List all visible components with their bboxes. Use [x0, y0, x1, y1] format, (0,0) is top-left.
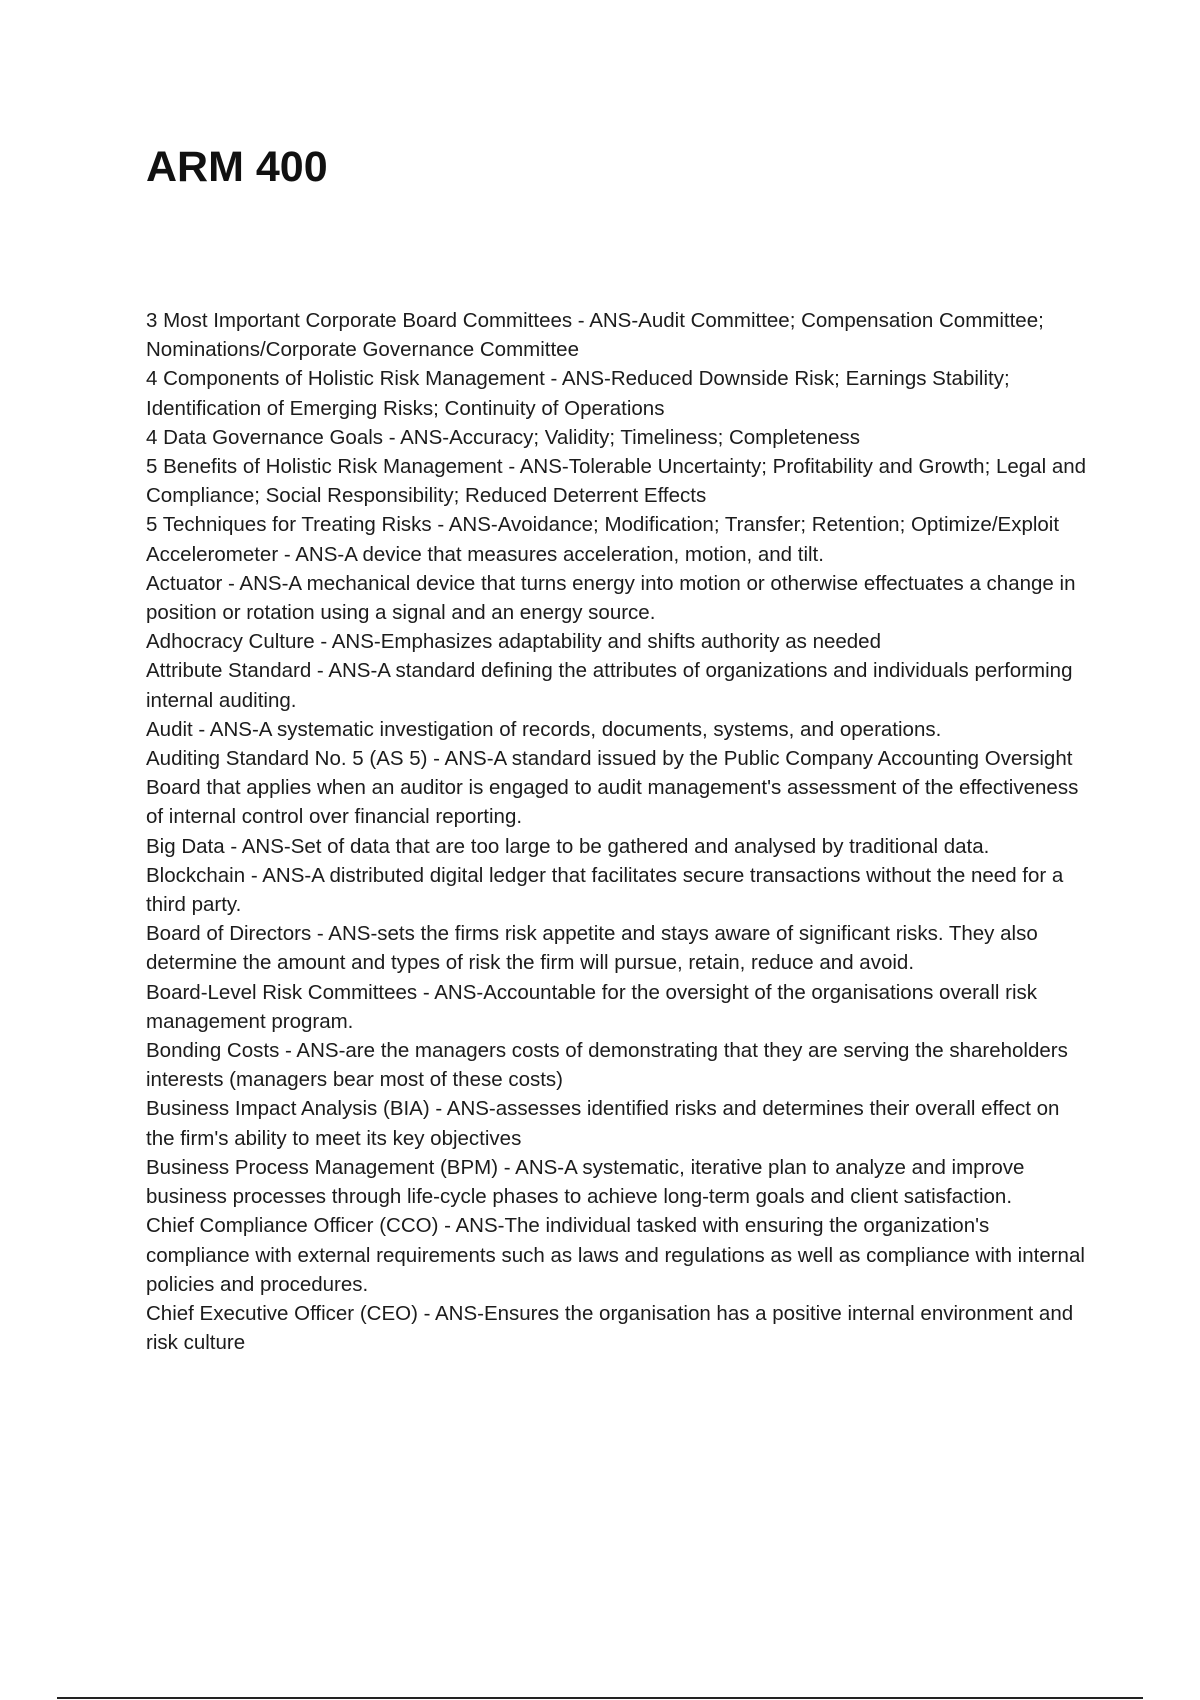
glossary-entry: 4 Data Governance Goals - ANS-Accuracy; Validity; Timeliness; Completeness [146, 425, 860, 449]
glossary-entry: Board-Level Risk Committees - ANS-Accountable for the oversight of the organisations overall risk management program. [146, 980, 1038, 1033]
glossary-entry: 5 Benefits of Holistic Risk Management - ANS-Tolerable Uncertainty; Profitability and Growth; Legal and Compliance; Social Responsibility; Reduced Deterrent Effects [146, 455, 1087, 508]
glossary-entry: Business Impact Analysis (BIA) - ANS-assesses identified risks and determines their overall effect on the firm's ability to meet its key objectives [146, 1097, 1060, 1150]
glossary-entry: Auditing Standard No. 5 (AS 5) - ANS-A standard issued by the Public Company Accounting Oversight Board that applies when an auditor is engaged to audit management's assessment of the effectiveness of internal control over financial reporting. [146, 747, 1079, 829]
glossary-entry: Blockchain - ANS-A distributed digital ledger that facilitates secure transactions without the need for a third party. [146, 863, 1064, 917]
glossary-entry: Chief Executive Officer (CEO) - ANS-Ensures the organisation has a positive internal environment and risk culture [146, 1301, 1074, 1355]
glossary-entry: Bonding Costs - ANS-are the managers costs of demonstrating that they are serving the shareholders interests (managers bear most of these costs) [146, 1039, 1068, 1092]
glossary-entries [146, 306, 1091, 1357]
glossary-entry: Audit - ANS-A systematic investigation of records, documents, systems, and operations. [146, 717, 942, 741]
glossary-entry: Board of Directors - ANS-sets the firms risk appetite and stays aware of significant risks. They also determine the amount and types of risk the firm will pursue, retain, reduce and avoid. [146, 922, 1038, 975]
glossary-entry: Big Data - ANS-Set of data that are too large to be gathered and analysed by traditional data. [146, 834, 990, 858]
glossary-entry: Actuator - ANS-A mechanical device that turns energy into motion or otherwise effectuates a change in position or rotation using a signal and an energy source. [146, 571, 1076, 625]
glossary-entry: Chief Compliance Officer (CCO) - ANS-The individual tasked with ensuring the organization's compliance with external requirements such as laws and regulations as well as compliance with internal policies and procedures. [146, 1214, 1085, 1296]
glossary-entry: 3 Most Important Corporate Board Committees - ANS-Audit Committee; Compensation Committee; Nominations/Corporate Governance Committee [146, 309, 1044, 362]
glossary-entry: Adhocracy Culture - ANS-Emphasizes adaptability and shifts authority as needed [146, 630, 881, 654]
footer-divider [57, 1697, 1143, 1699]
glossary-entry: Accelerometer - ANS-A device that measures acceleration, motion, and tilt. [146, 542, 824, 566]
page-title: ARM 400 [146, 143, 328, 191]
glossary-entry: Attribute Standard - ANS-A standard defining the attributes of organizations and individuals performing internal auditing. [146, 659, 1073, 712]
glossary-entry: 4 Components of Holistic Risk Management - ANS-Reduced Downside Risk; Earnings Stability; Identification of Emerging Risks; Continuity of Operations [146, 367, 1010, 420]
glossary-entry: 5 Techniques for Treating Risks - ANS-Avoidance; Modification; Transfer; Retention; Optimize/Exploit [146, 513, 1060, 537]
glossary-entry: Business Process Management (BPM) - ANS-A systematic, iterative plan to analyze and improve business processes through life-cycle phases to achieve long-term goals and client satisfaction. [146, 1155, 1025, 1209]
